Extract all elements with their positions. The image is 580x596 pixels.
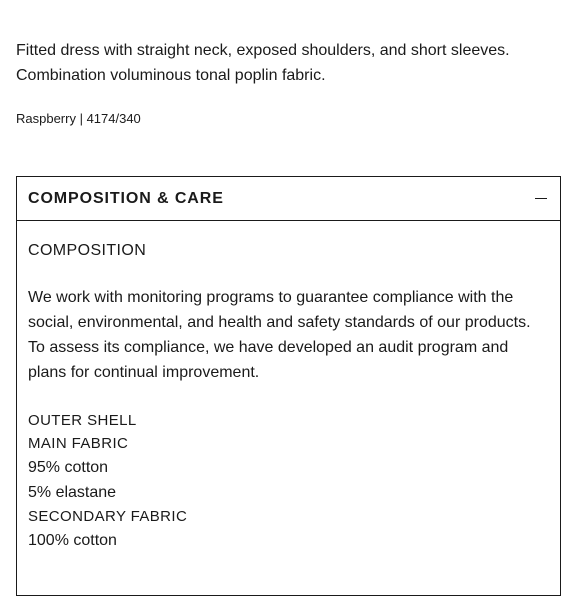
main-fabric-label: MAIN FABRIC [28, 435, 129, 452]
composition-list [28, 409, 549, 553]
description-line: Fitted dress with straight neck, exposed shoulders, and short sleeves. [16, 42, 510, 59]
statement-line: social, environmental, and health and safety standards of our products. [28, 314, 531, 331]
compliance-statement [28, 285, 549, 385]
secondary-fabric-value: 100% cotton [28, 532, 117, 549]
main-fabric-value: 95% cotton [28, 459, 109, 476]
accordion-header[interactable] [17, 177, 560, 221]
description-line: Combination voluminous tonal poplin fabric. [16, 67, 326, 84]
secondary-fabric-label: SECONDARY FABRIC [28, 508, 188, 525]
statement-line: We work with monitoring programs to guarantee compliance with the [28, 289, 514, 306]
minus-icon[interactable] [532, 190, 550, 208]
product-info [16, 38, 564, 127]
statement-line: To assess its compliance, we have developed an audit program and [28, 339, 509, 356]
product-description [16, 38, 564, 88]
accordion-body [17, 221, 560, 553]
composition-heading: COMPOSITION [28, 242, 147, 259]
outer-shell-label: OUTER SHELL [28, 412, 137, 429]
statement-line: plans for continual improvement. [28, 364, 260, 381]
color-reference: Raspberry | 4174/340 [16, 111, 141, 126]
composition-care-accordion [16, 176, 561, 596]
accordion-title: COMPOSITION & CARE [28, 189, 224, 207]
main-fabric-value: 5% elastane [28, 484, 117, 501]
